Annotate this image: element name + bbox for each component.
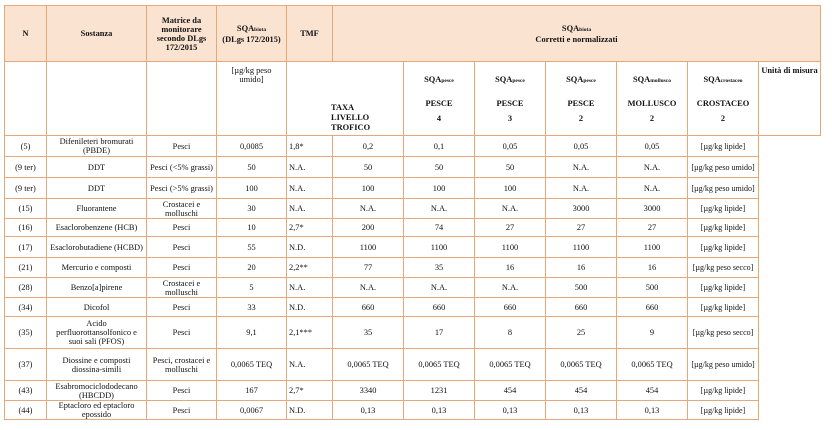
row-value: 77 (333, 258, 404, 278)
col-sqa: SQA (495, 75, 513, 84)
col-level: 2 (720, 114, 726, 123)
row-sqa: 10 (217, 219, 287, 237)
row-value: 0,05 (546, 136, 617, 157)
row-tmf: N.A. (287, 178, 333, 199)
col-header-pesce-3 (475, 62, 546, 136)
row-value: 660 (546, 298, 617, 317)
row-value: 0,0065 TEQ (475, 349, 546, 381)
row-value: 50 (333, 157, 404, 178)
subheader-n-empty (5, 62, 47, 136)
row-matrix: Pesci (147, 401, 217, 420)
col-level: 2 (649, 114, 655, 123)
row-sqa: 30 (217, 199, 287, 219)
row-sqa: 55 (217, 237, 287, 258)
row-value: 0,0065 TEQ (404, 349, 475, 381)
header-matrice: Matrice da monitorare secondo DLgs 172/2015 (147, 6, 217, 62)
row-matrix: Pesci (147, 136, 217, 157)
table-row (5, 401, 821, 420)
row-tmf: 2,2** (287, 258, 333, 278)
header-sostanza: Sostanza (47, 6, 147, 62)
row-value: 25 (546, 317, 617, 349)
row-tmf: 2,7* (287, 219, 333, 237)
row-tmf: N.A. (287, 157, 333, 178)
row-matrix: Crostacei e molluschi (147, 199, 217, 219)
col-sqa: SQA (566, 75, 584, 84)
col-group: CROSTACEO (696, 99, 750, 108)
col-header-pesce-2 (546, 62, 617, 136)
row-value: 0,0065 TEQ (617, 349, 688, 381)
row-value: 35 (333, 317, 404, 349)
row-sqa: 0,0085 (217, 136, 287, 157)
row-value: 500 (617, 278, 688, 298)
table-row (5, 157, 821, 178)
row-matrix: Pesci (<5% grassi) (147, 157, 217, 178)
row-n: (35) (5, 317, 47, 349)
col-sqa: SQA (703, 75, 721, 84)
col-header-crostaceo-2 (688, 62, 759, 136)
table-row (5, 136, 821, 157)
row-unit: [µg/kg peso secco] (688, 317, 759, 349)
row-value: 100 (333, 178, 404, 199)
row-value: N.A. (333, 199, 404, 219)
row-value: 27 (546, 219, 617, 237)
row-value: N.A. (475, 199, 546, 219)
row-value: 0,0065 TEQ (333, 349, 404, 381)
row-tmf: N.D. (287, 298, 333, 317)
row-matrix: Pesci (>5% grassi) (147, 178, 217, 199)
row-matrix: Pesci (147, 298, 217, 317)
row-value: 74 (404, 219, 475, 237)
row-value: 50 (404, 157, 475, 178)
row-sqa: 0,0065 TEQ (217, 349, 287, 381)
subheader-matrice-empty (147, 62, 217, 136)
row-value: N.A. (404, 278, 475, 298)
row-n: (28) (5, 278, 47, 298)
row-matrix: Pesci (147, 317, 217, 349)
row-value: 1100 (617, 237, 688, 258)
row-value: 35 (404, 258, 475, 278)
row-value: 1100 (546, 237, 617, 258)
col-sqa-sub: pesce (583, 78, 596, 84)
row-value: 3340 (333, 381, 404, 401)
row-tmf: N.A. (287, 349, 333, 381)
unit-header: Unità di misura (759, 62, 821, 136)
col-header-mollusco-2 (617, 62, 688, 136)
row-matrix: Crostacei e molluschi (147, 278, 217, 298)
col-sqa-sub: mollusco (650, 78, 671, 84)
row-tmf: 2,1*** (287, 317, 333, 349)
row-value: 200 (333, 219, 404, 237)
row-value: 0,05 (617, 136, 688, 157)
table-row (5, 349, 821, 381)
row-value: 27 (475, 219, 546, 237)
row-n: (21) (5, 258, 47, 278)
header-n: N (5, 6, 47, 62)
row-n: (34) (5, 298, 47, 317)
col-header-pesce-4 (404, 62, 475, 136)
row-value: 660 (404, 298, 475, 317)
row-n: (44) (5, 401, 47, 420)
row-tmf: 1,8* (287, 136, 333, 157)
row-tmf: N.D. (287, 237, 333, 258)
row-value: 100 (404, 178, 475, 199)
row-n: (16) (5, 219, 47, 237)
col-level: 2 (578, 114, 584, 123)
row-value: 454 (617, 381, 688, 401)
row-unit: [µg/kg lipide] (688, 199, 759, 219)
row-substance: Acido perfluorottansolfonico e suoi sali (PFOS) (47, 317, 147, 349)
row-substance: Fluorantene (47, 199, 147, 219)
row-tmf: N.A. (287, 199, 333, 219)
row-value: 0,05 (475, 136, 546, 157)
row-value: 0,13 (475, 401, 546, 420)
row-value: N.A. (617, 157, 688, 178)
row-n: (9 ter) (5, 157, 47, 178)
row-unit: [µg/kg lipide] (688, 381, 759, 401)
header-tmf: TMF (287, 6, 333, 62)
table-row (5, 317, 821, 349)
row-sqa: 5 (217, 278, 287, 298)
table-row (5, 278, 821, 298)
row-value: N.A. (404, 199, 475, 219)
col-sqa: SQA (632, 75, 651, 84)
row-n: (37) (5, 349, 47, 381)
col-sqa: SQA (424, 75, 442, 84)
row-value: 1231 (404, 381, 475, 401)
row-tmf: N.A. (287, 278, 333, 298)
sqa-unit-header: [µg/kg peso umido] (217, 62, 287, 136)
row-substance: Esabromociclododecano (HBCDD) (47, 381, 147, 401)
row-n: (43) (5, 381, 47, 401)
row-value: 17 (404, 317, 475, 349)
row-value: 0,2 (333, 136, 404, 157)
row-value: 0,13 (333, 401, 404, 420)
row-unit: [µg/kg lipide] (688, 219, 759, 237)
row-tmf: 2,7* (287, 381, 333, 401)
row-value: 660 (475, 298, 546, 317)
row-value: 0,13 (546, 401, 617, 420)
row-substance: Mercurio e composti (47, 258, 147, 278)
row-sqa: 50 (217, 157, 287, 178)
row-n: (15) (5, 199, 47, 219)
row-value: 1100 (333, 237, 404, 258)
row-matrix: Pesci (147, 258, 217, 278)
row-value: 16 (617, 258, 688, 278)
row-value: 500 (546, 278, 617, 298)
table-row (5, 219, 821, 237)
table-row (5, 298, 821, 317)
row-matrix: Pesci (147, 381, 217, 401)
row-value: 660 (617, 298, 688, 317)
row-unit: [µg/kg peso umido] (688, 178, 759, 199)
row-value: 8 (475, 317, 546, 349)
row-substance: Diossine e composti diossina-simili (47, 349, 147, 381)
row-substance: Esaclorobutadiene (HCBD) (47, 237, 147, 258)
row-unit: [µg/kg lipide] (688, 237, 759, 258)
row-substance: Difenileteri bromurati (PBDE) (47, 136, 147, 157)
row-value: 27 (617, 219, 688, 237)
row-unit: [µg/kg peso umido] (688, 349, 759, 381)
row-value: N.A. (333, 278, 404, 298)
row-unit: [µg/kg lipide] (688, 136, 759, 157)
table-row (5, 381, 821, 401)
taxa-label: TAXA LIVELLO TROFICO (287, 62, 404, 136)
row-matrix: Pesci (147, 219, 217, 237)
row-sqa: 100 (217, 178, 287, 199)
row-n: (17) (5, 237, 47, 258)
table-row (5, 258, 821, 278)
row-sqa: 167 (217, 381, 287, 401)
row-value: 3000 (617, 199, 688, 219)
row-value: 0,0065 TEQ (546, 349, 617, 381)
row-value: 660 (333, 298, 404, 317)
row-value: N.A. (546, 178, 617, 199)
col-sqa-sub: crostaceo (720, 78, 743, 84)
row-value: 454 (546, 381, 617, 401)
row-sqa: 20 (217, 258, 287, 278)
header-sqa-biota: SQAbiota (DLgs 172/2015) (217, 6, 287, 62)
row-value: N.A. (546, 157, 617, 178)
row-value: N.A. (617, 178, 688, 199)
row-sqa: 9,1 (217, 317, 287, 349)
col-group: PESCE (496, 99, 524, 108)
row-value: 16 (475, 258, 546, 278)
row-substance: Esaclorobenzene (HCB) (47, 219, 147, 237)
row-unit: [µg/kg peso umido] (688, 157, 759, 178)
row-value: 50 (475, 157, 546, 178)
row-substance: DDT (47, 178, 147, 199)
row-substance: Benzo[a]pirene (47, 278, 147, 298)
row-value: 1100 (475, 237, 546, 258)
row-sqa: 33 (217, 298, 287, 317)
header-sqa-corretti: SQAbiota Corretti e normalizzati (333, 6, 821, 62)
col-level: 4 (436, 114, 442, 123)
col-sqa-sub: pesce (441, 78, 454, 84)
subheader-row (5, 62, 821, 136)
row-n: (9 ter) (5, 178, 47, 199)
col-group: PESCE (425, 99, 453, 108)
row-n: (5) (5, 136, 47, 157)
col-sqa-sub: pesce (512, 78, 525, 84)
row-substance: DDT (47, 157, 147, 178)
row-unit: [µg/kg lipide] (688, 298, 759, 317)
row-value: N.A. (475, 278, 546, 298)
row-unit: [µg/kg lipide] (688, 401, 759, 420)
header-row (5, 6, 821, 62)
row-tmf: N.D. (287, 401, 333, 420)
sqa-biota-table (4, 5, 821, 420)
table-row (5, 178, 821, 199)
row-matrix: Pesci, crostacei e molluschi (147, 349, 217, 381)
row-substance: Dicofol (47, 298, 147, 317)
row-value: 0,13 (617, 401, 688, 420)
row-value: 100 (475, 178, 546, 199)
row-value: 0,1 (404, 136, 475, 157)
table-row (5, 199, 821, 219)
row-unit: [µg/kg peso secco] (688, 258, 759, 278)
row-unit: [µg/kg lipide] (688, 278, 759, 298)
row-sqa: 0,0067 (217, 401, 287, 420)
row-matrix: Pesci (147, 237, 217, 258)
row-value: 0,13 (404, 401, 475, 420)
row-value: 454 (475, 381, 546, 401)
subheader-sostanza-empty (47, 62, 147, 136)
col-group: PESCE (567, 99, 595, 108)
row-value: 16 (546, 258, 617, 278)
row-value: 9 (617, 317, 688, 349)
row-substance: Eptacloro ed eptacloro epossido (47, 401, 147, 420)
col-level: 3 (507, 114, 513, 123)
row-value: 3000 (546, 199, 617, 219)
col-group: MOLLUSCO (627, 99, 677, 108)
table-row (5, 237, 821, 258)
row-value: 1100 (404, 237, 475, 258)
